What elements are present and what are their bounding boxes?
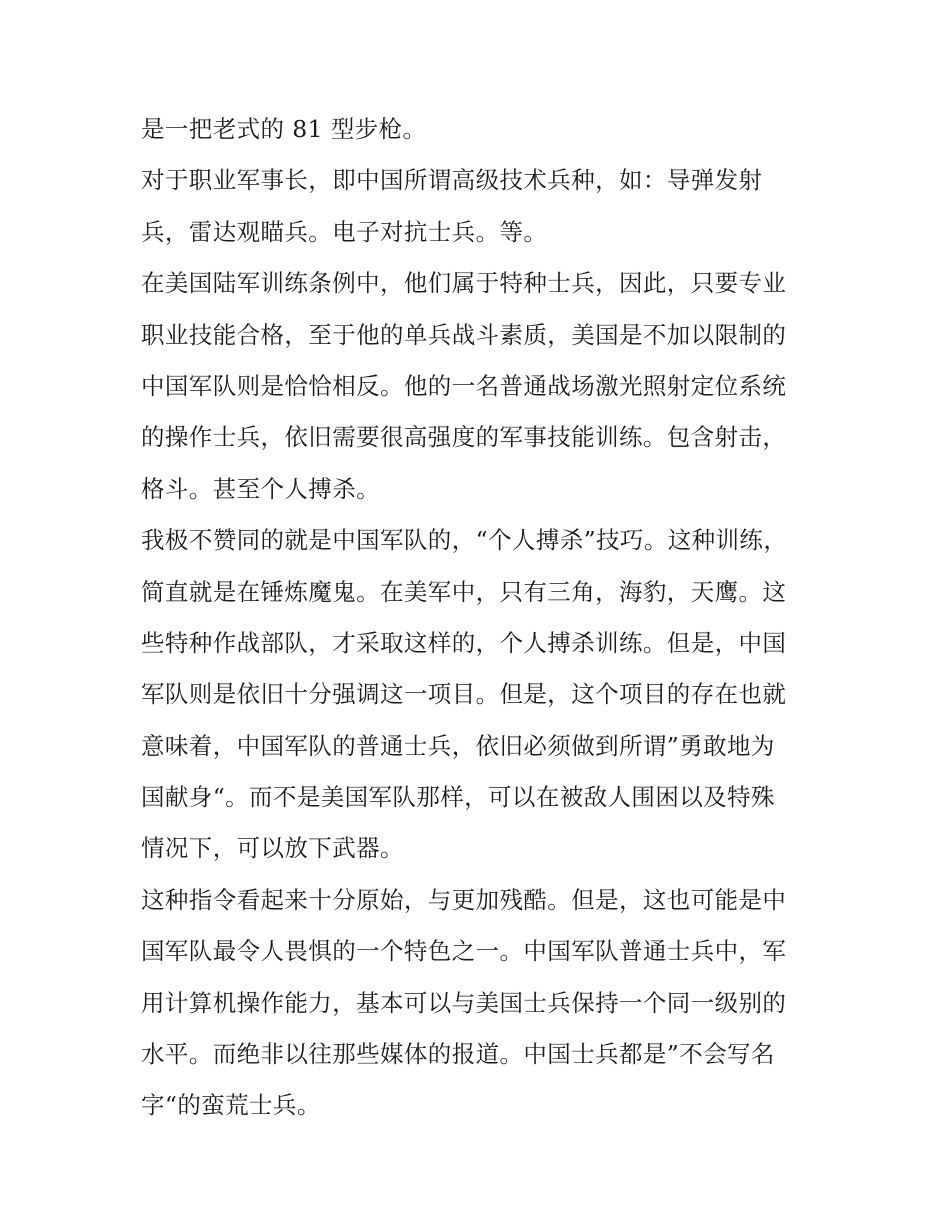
text-line: 意味着，中国军队的普通士兵，依旧必须做到所谓”勇敢地为: [141, 731, 775, 760]
text-line: 兵，雷达观瞄兵。电子对抗士兵。等。: [141, 217, 548, 246]
text-line: 军队则是依旧十分强调这一项目。但是，这个项目的存在也就: [141, 680, 787, 709]
text-line: 国军队最令人畏惧的一个特色之一。中国军队普通士兵中，军: [141, 937, 787, 966]
text-line: 在美国陆军训练条例中，他们属于特种士兵，因此，只要专业: [141, 269, 787, 298]
text-line: 对于职业军事长，即中国所谓高级技术兵种，如：导弹发射: [141, 166, 763, 195]
text-line: 水平。而绝非以往那些媒体的报道。中国士兵都是”不会写名: [141, 1040, 775, 1069]
text-line: 格斗。甚至个人搏杀。: [141, 474, 380, 503]
text-line: 字“的蛮荒士兵。: [141, 1091, 321, 1120]
document-body: [141, 104, 821, 1132]
text-line: 是一把老式的 81 型步枪。: [141, 115, 427, 143]
text-line: 情况下，可以放下武器。: [141, 834, 404, 863]
text-line: 用计算机操作能力，基本可以与美国士兵保持一个同一级别的: [141, 988, 787, 1017]
text-line: 我极不赞同的就是中国军队的，“个人搏杀”技巧。这种训练，: [141, 526, 788, 555]
text-line: 些特种作战部队，才采取这样的，个人搏杀训练。但是，中国: [141, 628, 787, 657]
text-line: 这种指令看起来十分原始，与更加残酷。但是，这也可能是中: [141, 885, 787, 914]
text-line: 国献身“。而不是美国军队那样，可以在被敌人围困以及特殊: [141, 783, 775, 812]
text-line: 职业技能合格，至于他的单兵战斗素质，美国是不加以限制的: [141, 320, 787, 349]
text-line: 的操作士兵，依旧需要很高强度的军事技能训练。包含射击，: [141, 423, 787, 452]
text-line: 中国军队则是恰恰相反。他的一名普通战场激光照射定位系统: [141, 371, 787, 400]
text-line: 简直就是在锤炼魔鬼。在美军中，只有三角，海豹，天鹰。这: [141, 577, 787, 606]
